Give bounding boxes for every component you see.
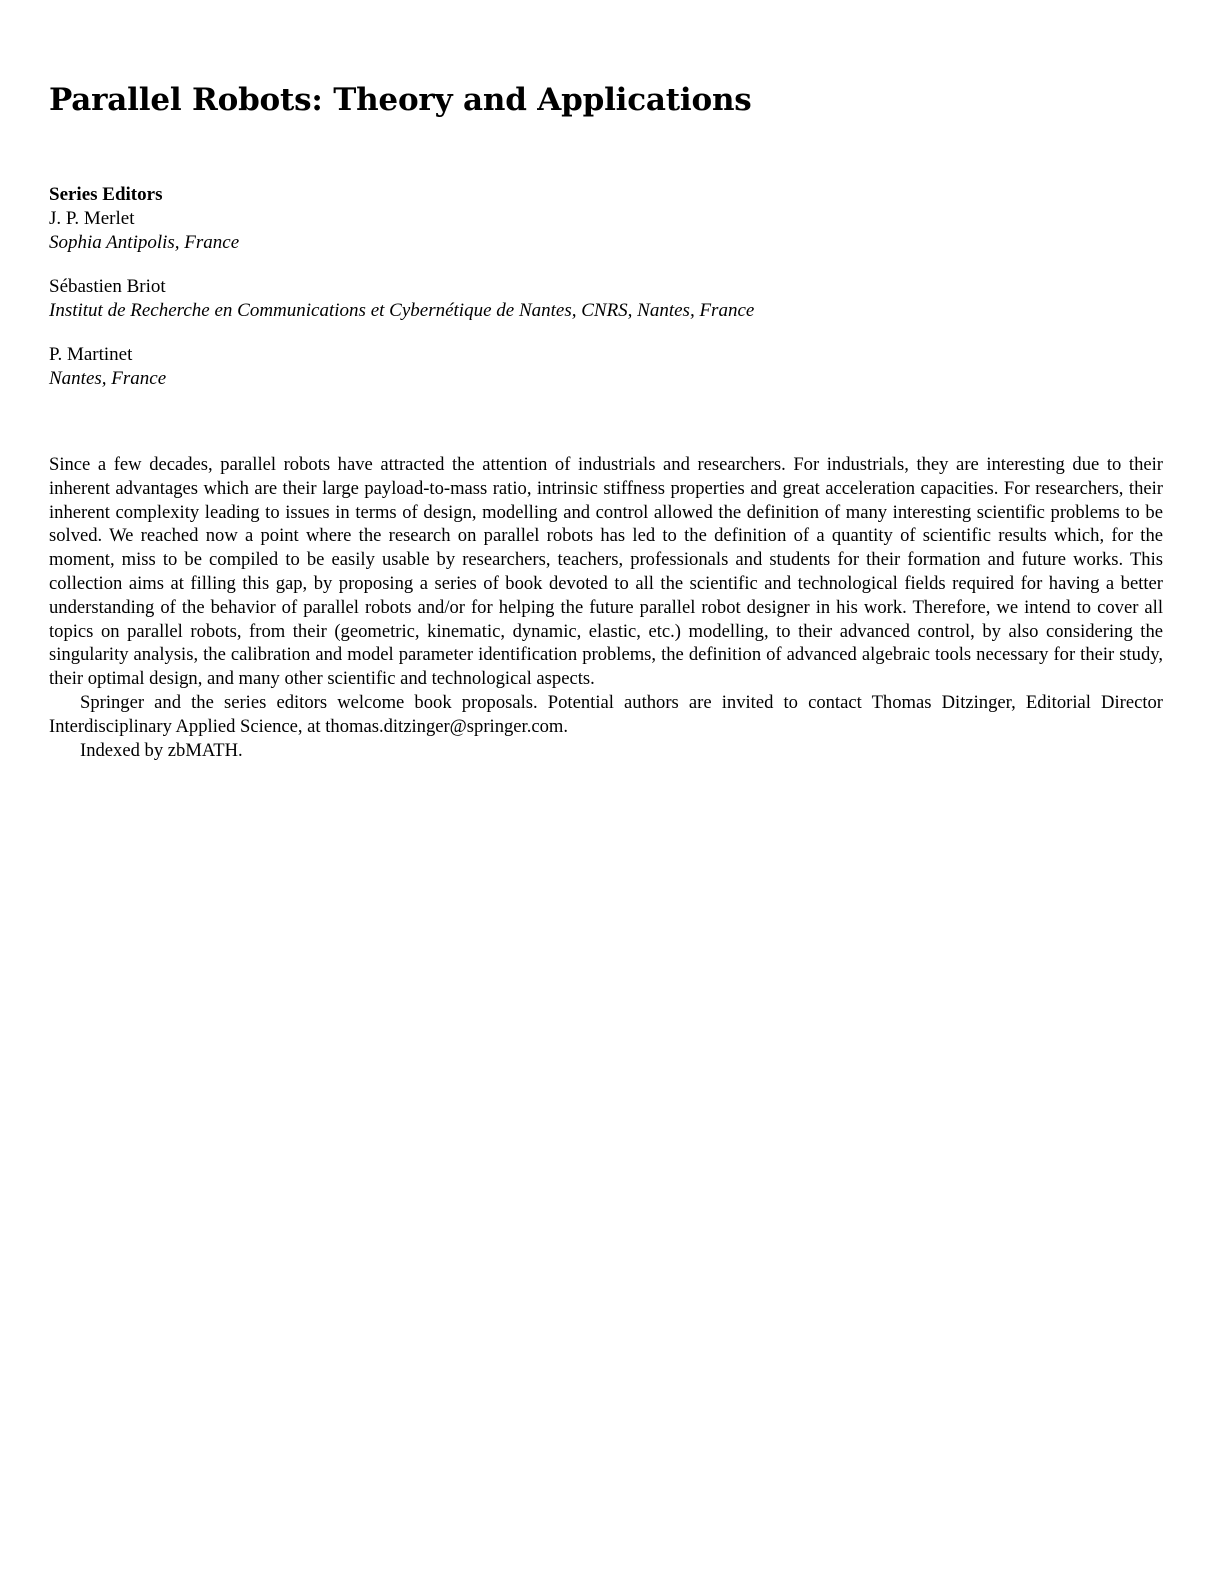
editor-entry	[49, 207, 1163, 255]
series-editors-block	[49, 183, 1163, 411]
proposal-paragraph: Springer and the series editors welcome book proposals. Potential authors are invited to contact Thomas Ditzinger, Editorial Director Interdisciplinary Applied Science, at thomas.ditzinger@springer.com.	[49, 691, 1163, 737]
editor-name: Sébastien Briot	[49, 276, 166, 297]
series-description	[49, 453, 1163, 762]
series-editors-heading: Series Editors	[49, 184, 163, 205]
editor-affiliation: Institut de Recherche en Communications et Cybernétique de Nantes, CNRS, Nantes, France	[49, 300, 755, 321]
series-title: Parallel Robots: Theory and Applications	[49, 82, 752, 118]
editor-affiliation: Sophia Antipolis, France	[49, 232, 240, 253]
indexing-note: Indexed by zbMATH.	[80, 739, 243, 761]
editor-affiliation: Nantes, France	[49, 368, 167, 389]
editor-name: P. Martinet	[49, 344, 133, 365]
editor-entry	[49, 343, 1163, 391]
description-paragraph: Since a few decades, parallel robots have attracted the attention of industrials and researchers. For industrials, they are interesting due to their inherent advantages which are their large payload-to-mass ratio, intrinsic stiffness properties and great acceleration capacities. For researchers, their inherent complexity leading to issues in terms of design, modelling and control allowed the definition of many interesting scientific problems to be solved. We reached now a point where the research on parallel robots has led to the definition of a quantity of scientific results which, for the moment, miss to be compiled to be easily usable by researchers, teachers, professionals and students for their formation and future works. This collection aims at filling this gap, by proposing a series of book devoted to all the scientific and technological fields required for having a better understanding of the behavior of parallel robots and/or for helping the future parallel robot designer in his work. Therefore, we intend to cover all topics on parallel robots, from their (geometric, kinematic, dynamic, elastic, etc.) modelling, to their advanced control, by also considering the singularity analysis, the calibration and model parameter identification problems, the definition of advanced algebraic tools necessary for their study, their optimal design, and many other scientific and technological aspects.	[49, 454, 1163, 690]
editor-entry	[49, 275, 1163, 323]
editor-name: J. P. Merlet	[49, 208, 135, 229]
